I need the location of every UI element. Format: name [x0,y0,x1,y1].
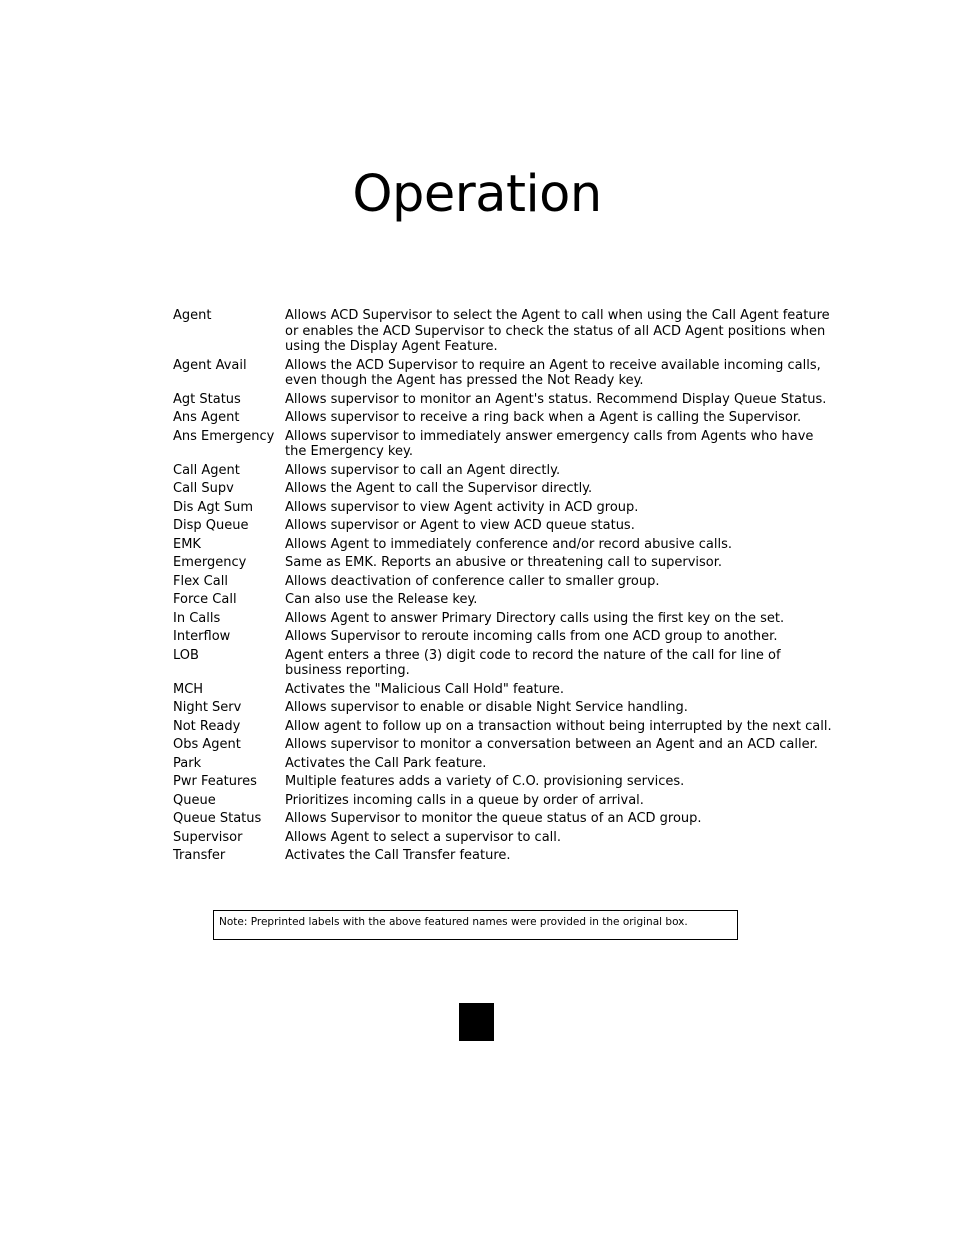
feature-description: Allow agent to follow up on a transaction without being interrupted by the next call. [285,718,832,734]
feature-name: Park [173,755,202,771]
feature-name: Agent [173,308,212,323]
feature-row [173,358,833,389]
feature-description: Allows supervisor to immediately answer emergency calls from Agents who have the Emergency key. [285,428,814,459]
feature-row [173,463,833,479]
feature-list [173,308,833,867]
feature-row [173,737,833,753]
feature-row [173,700,833,716]
feature-name: Force Call [173,592,237,607]
feature-name: Agt Status [173,391,241,407]
feature-row [173,429,833,460]
feature-name: EMK [173,536,201,552]
feature-name: Emergency [173,555,247,570]
feature-name: LOB [173,647,199,663]
feature-row [173,682,833,698]
feature-name: Pwr Features [173,774,257,789]
feature-name: Ans Emergency [173,428,275,444]
feature-description: Allows supervisor to receive a ring back when a Agent is calling the Supervisor. [285,410,802,425]
feature-description: Allows ACD Supervisor to select the Agent to call when using the Call Agent feature or enables the ACD Supervisor to check the status of all ACD Agent positions when using the Display Agent Feature. [285,308,830,354]
feature-description: Can also use the Release key. [285,592,478,607]
feature-description: Allows supervisor to call an Agent directly. [285,462,561,478]
feature-description: Allows the Agent to call the Supervisor directly. [285,481,593,496]
feature-description: Multiple features adds a variety of C.O. provisioning services. [285,774,685,789]
feature-name: Supervisor [173,829,243,845]
feature-row [173,537,833,553]
feature-name: Night Serv [173,700,242,715]
feature-name: Flex Call [173,573,228,589]
feature-description: Agent enters a three (3) digit code to record the nature of the call for line of business reporting. [285,647,781,678]
feature-row [173,629,833,645]
feature-name: MCH [173,681,204,697]
feature-name: Transfer [173,848,226,863]
feature-name: Interflow [173,629,231,644]
feature-description: Allows supervisor to view Agent activity in ACD group. [285,499,639,515]
feature-name: Call Supv [173,481,234,496]
feature-description: Allows Supervisor to monitor the queue status of an ACD group. [285,811,702,826]
feature-name: Call Agent [173,462,240,478]
feature-description: Activates the Call Transfer feature. [285,848,511,863]
feature-name: Disp Queue [173,518,249,533]
feature-row [173,592,833,608]
feature-description: Allows the ACD Supervisor to require an Agent to receive available incoming calls, even though the Agent has pressed the Not Ready key. [285,357,821,388]
feature-row [173,574,833,590]
feature-row [173,648,833,679]
feature-name: Ans Agent [173,410,240,425]
feature-row [173,719,833,735]
feature-description: Allows supervisor or Agent to view ACD queue status. [285,518,635,533]
feature-row [173,811,833,827]
feature-name: Agent Avail [173,357,247,373]
feature-name: Dis Agt Sum [173,499,254,515]
feature-description: Allows supervisor to monitor an Agent's status. Recommend Display Queue Status. [285,391,827,407]
feature-description: Allows supervisor to enable or disable Night Service handling. [285,700,688,715]
feature-row [173,793,833,809]
feature-name: Not Ready [173,718,241,734]
feature-description: Activates the Call Park feature. [285,755,487,771]
feature-row [173,410,833,426]
page-title: Operation [352,165,602,224]
feature-row [173,308,833,355]
feature-description: Same as EMK. Reports an abusive or threatening call to supervisor. [285,555,723,570]
note-box [213,910,738,940]
feature-description: Allows supervisor to monitor a conversation between an Agent and an ACD caller. [285,737,818,752]
feature-description: Allows Agent to select a supervisor to call. [285,829,562,845]
feature-row [173,392,833,408]
feature-row [173,481,833,497]
note-text: Note: Preprinted labels with the above featured names were provided in the original box. [219,916,688,928]
feature-name: In Calls [173,610,221,626]
feature-description: Allows deactivation of conference caller to smaller group. [285,573,660,589]
feature-name: Queue Status [173,811,262,826]
page-marker-block [459,1003,494,1041]
feature-description: Allows Supervisor to reroute incoming calls from one ACD group to another. [285,629,778,644]
feature-row [173,774,833,790]
feature-row [173,830,833,846]
feature-description: Allows Agent to immediately conference and/or record abusive calls. [285,536,733,552]
feature-row [173,555,833,571]
feature-row [173,848,833,864]
feature-description: Allows Agent to answer Primary Directory calls using the first key on the set. [285,610,785,626]
feature-row [173,756,833,772]
feature-row [173,611,833,627]
feature-row [173,518,833,534]
feature-row [173,500,833,516]
feature-description: Prioritizes incoming calls in a queue by order of arrival. [285,792,644,808]
feature-name: Queue [173,792,216,808]
feature-name: Obs Agent [173,737,241,752]
feature-description: Activates the "Malicious Call Hold" feature. [285,681,565,697]
